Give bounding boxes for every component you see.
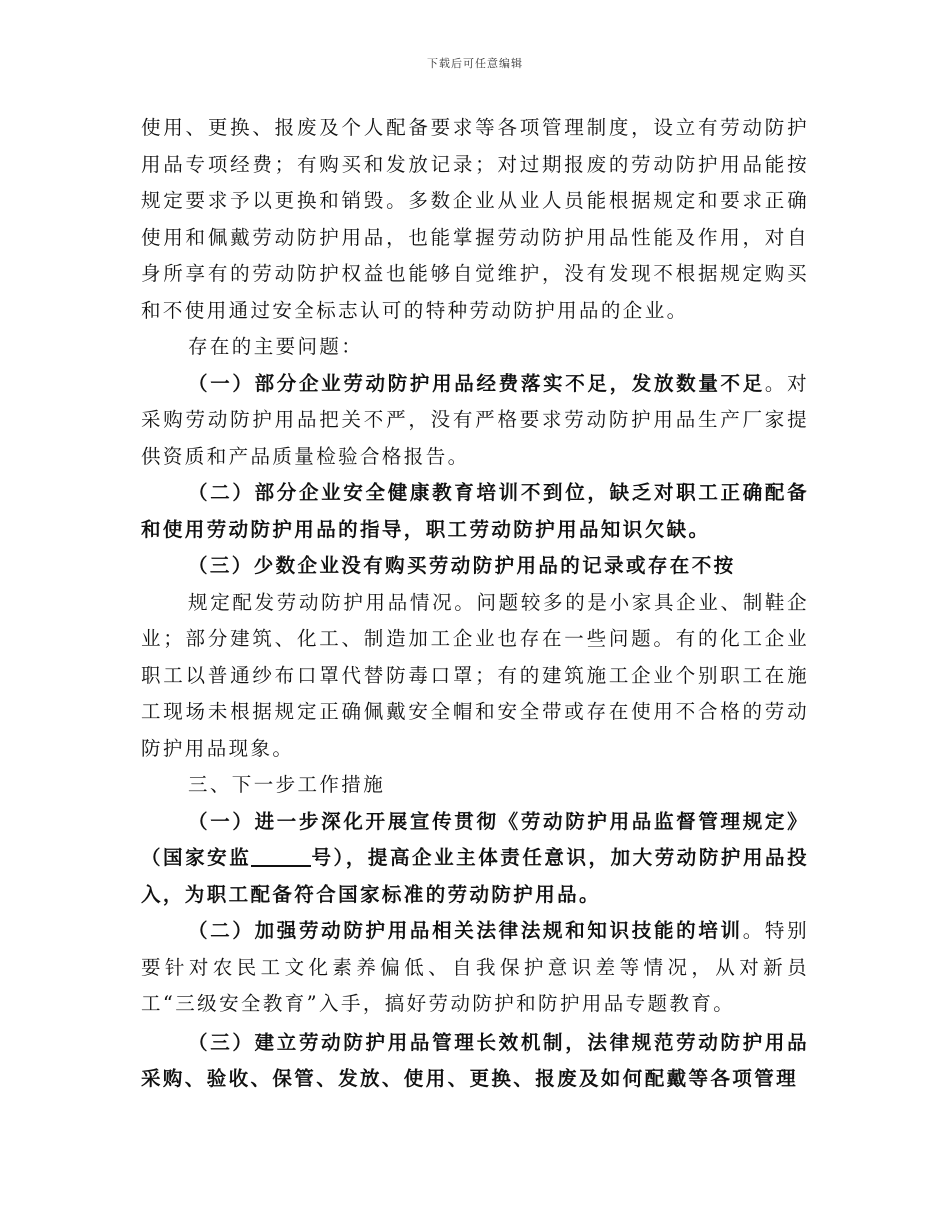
measure-3: （三）建立劳动防护用品管理长效机制，法律规范劳动防护用品采购、验收、保管、发放、使用、更换、报废及如何配戴等各项管理 xyxy=(141,1030,809,1090)
measure-1 xyxy=(141,804,809,914)
section-3-heading: 三、下一步工作措施 xyxy=(188,773,386,796)
problem-1-title: （一）部分企业劳动防护用品经费落实不足，发放数量不足 xyxy=(188,371,765,395)
problems-heading: 存在的主要问题： xyxy=(188,335,364,358)
problem-3-text: 规定配发劳动防护用品情况。问题较多的是小家具企业、制鞋企业；部分建筑、化工、制造加工企业也存在一些问题。有的化工企业职工以普通纱布口罩代替防毒口罩；有的建筑施工企业个别职工在施工现场未根据规定正确佩戴安全帽和安全带或存在使用不合格的劳动防护用品现象。 xyxy=(141,590,809,760)
paragraph-management-system: 使用、更换、报废及个人配备要求等各项管理制度，设立有劳动防护用品专项经费；有购买和发放记录；对过期报废的劳动防护用品能按规定要求予以更换和销毁。多数企业从业人员能根据规定和要求正确使用和佩戴劳动防护用品，也能掌握劳动防护用品性能及作用，对自身所享有的劳动防护权益也能够自觉维护，没有发现不根据规定购买和不使用通过安全标志认可的特种劳动防护用品的企业。 xyxy=(141,116,809,322)
document-number-blank xyxy=(251,846,311,868)
measure-2-text: 。特别要针对农民工文化素养偏低、自我保护意识差等情况，从对新员工“三级安全教育”入手，搞好劳动防护和防护用品专题教育。 xyxy=(141,919,809,1015)
measure-1-text-b: 号），提高企业主体责任意识，加大劳动防护用品投入，为职工配备符合国家标准的劳动防护用品。 xyxy=(141,846,809,906)
measure-2-title: （二）加强劳动防护用品相关法律法规和知识技能的培训 xyxy=(188,919,743,942)
measure-1-text-a: （一）进一步深化开展宣传贯彻《劳动防护用品监督管理规定》（国家安监 xyxy=(141,809,809,869)
document-body xyxy=(141,110,809,1098)
problem-2: （二）部分企业安全健康教育培训不到位，缺乏对职工正确配备和使用劳动防护用品的指导，职工劳动防护用品知识欠缺。 xyxy=(141,481,809,541)
problem-1-text: 。对采购劳动防护用品把关不严，没有严格要求劳动防护用品生产厂家提供资质和产品质量检验合格报告。 xyxy=(141,371,809,468)
problem-1 xyxy=(141,366,809,476)
measure-2 xyxy=(141,913,809,1023)
page-header-note: 下载后可任意编辑 xyxy=(427,57,523,70)
problem-3-title: （三）少数企业没有购买劳动防护用品的记录或存在不按 xyxy=(188,554,736,577)
